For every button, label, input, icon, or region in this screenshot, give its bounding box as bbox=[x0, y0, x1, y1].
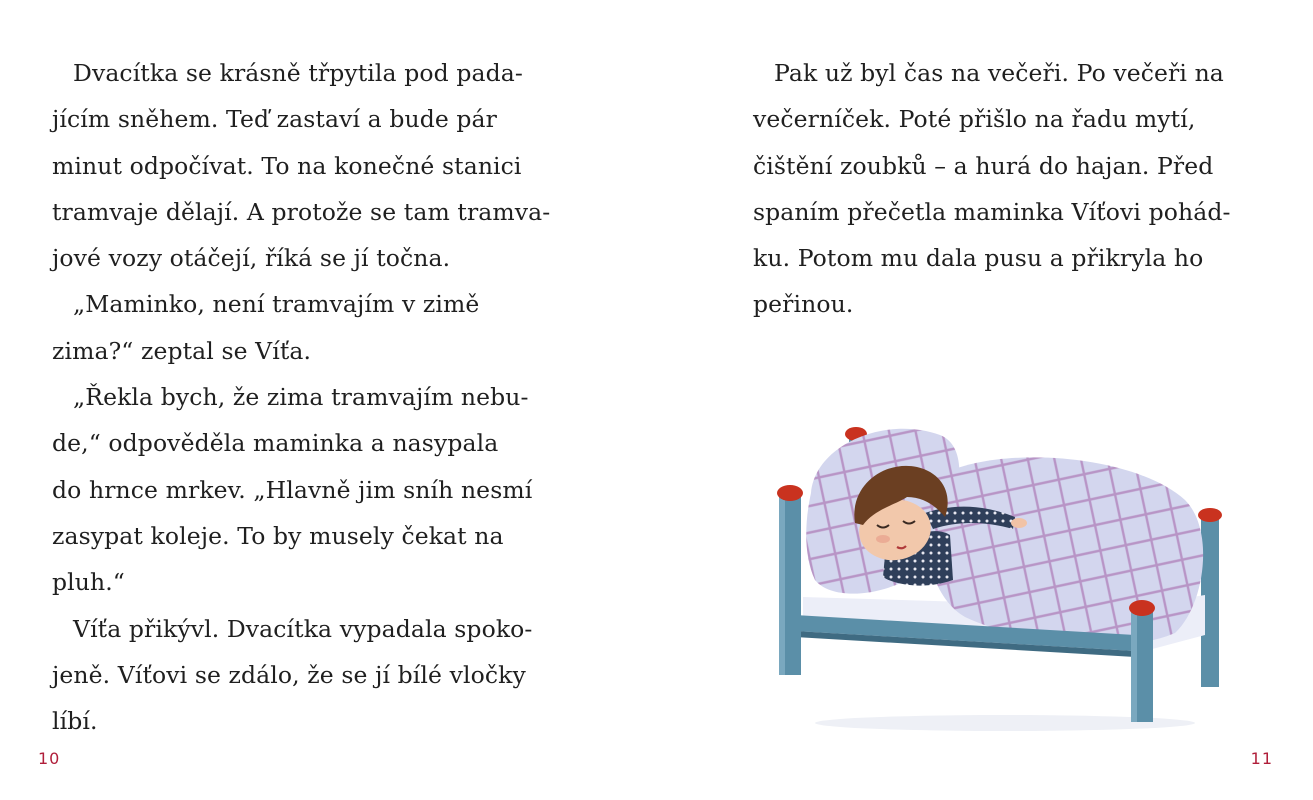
text-line: večerníček. Poté přišlo na řadu mytí, bbox=[753, 105, 1196, 134]
text-line: pluh.“ bbox=[52, 568, 125, 597]
text-line: do hrnce mrkev. „Hlavně jim sníh nesmí bbox=[52, 475, 533, 504]
front-right-bedpost bbox=[1129, 600, 1155, 722]
text-line: minut odpočívat. To na konečné stanici bbox=[52, 151, 522, 180]
page-number-right: 11 bbox=[1250, 749, 1273, 768]
text-line: Dvacítka se krásně třpytila pod pada- bbox=[73, 59, 523, 87]
text-line: Pak už byl čas na večeři. Po večeři na bbox=[774, 59, 1224, 87]
text-line: tramvaje dělají. A protože se tam tramva- bbox=[52, 197, 551, 226]
text-line: ku. Potom mu dala pusu a přikryla ho bbox=[753, 244, 1204, 273]
text-line: de,“ odpověděla maminka a nasypala bbox=[52, 429, 499, 458]
right-page-text bbox=[753, 50, 1231, 328]
boy-hand bbox=[1011, 518, 1027, 528]
text-line: líbí. bbox=[52, 707, 98, 736]
duvet bbox=[925, 457, 1203, 645]
text-line: „Maminko, není tramvajím v zimě bbox=[73, 290, 480, 319]
text-line: spaním přečetla maminka Víťovi pohád- bbox=[753, 197, 1231, 226]
left-page-text bbox=[52, 50, 550, 744]
sleeping-boy-in-bed-illustration bbox=[775, 405, 1235, 735]
left-page bbox=[0, 0, 656, 800]
text-line: jeně. Víťovi se zdálo, že se jí bílé vločky bbox=[52, 660, 526, 689]
text-line: peřinou. bbox=[753, 290, 854, 319]
page-number-left: 10 bbox=[38, 749, 61, 768]
text-line: „Řekla bych, že zima tramvajím nebu- bbox=[73, 383, 529, 412]
text-line: Víťa přikývl. Dvacítka vypadala spoko- bbox=[73, 614, 533, 643]
text-line: jové vozy otáčejí, říká se jí točna. bbox=[52, 244, 451, 273]
text-line: jícím sněhem. Teď zastaví a bude pár bbox=[52, 105, 498, 134]
text-line: zasypat koleje. To by musely čekat na bbox=[52, 521, 504, 550]
boy-cheek bbox=[876, 535, 890, 543]
text-line: čištění zoubků – a hurá do hajan. Před bbox=[753, 151, 1214, 180]
text-line: zima?“ zeptal se Víťa. bbox=[52, 336, 312, 365]
front-left-bedpost bbox=[777, 485, 803, 675]
